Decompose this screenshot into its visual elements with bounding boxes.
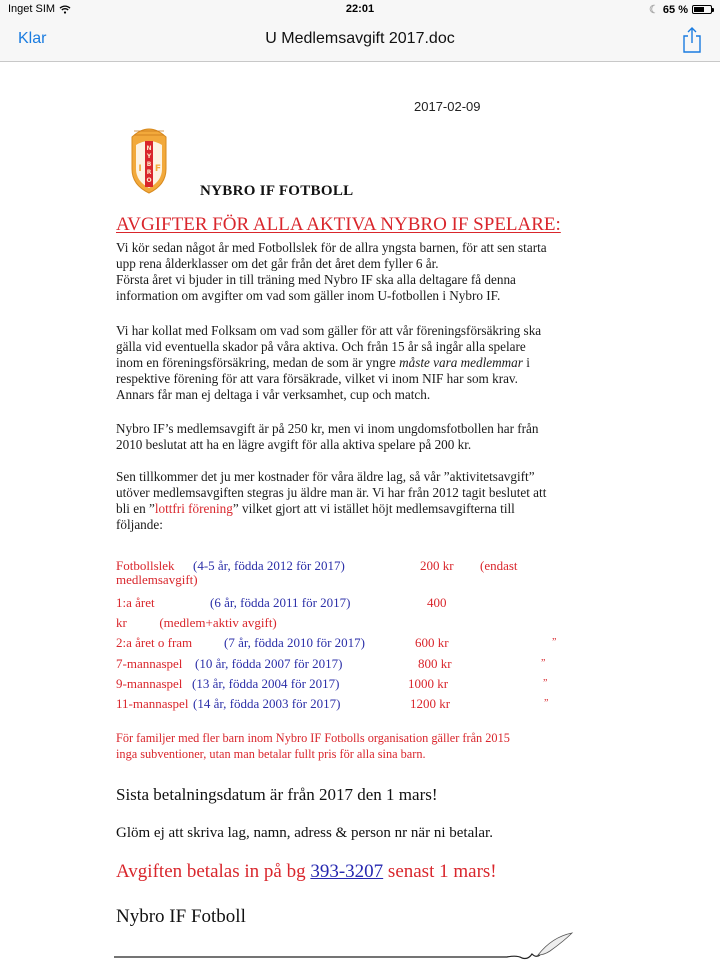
club-name: NYBRO IF FOTBOLL xyxy=(200,183,354,199)
text-line: följande: xyxy=(116,517,163,532)
text-line: upp rena ålderklasser om det går från det året dem fyller 6 år. xyxy=(116,256,439,271)
document-date: 2017-02-09 xyxy=(414,99,481,114)
text-line: 2010 beslutat att ha en lägre avgift för alla aktiva spelare på 200 kr. xyxy=(116,437,472,452)
do-not-disturb-moon-icon: ☾ xyxy=(649,4,659,16)
quill-pen-divider-icon xyxy=(112,931,582,960)
fee-group: 9-mannaspel xyxy=(116,676,183,691)
fee-price: 600 kr xyxy=(415,635,449,650)
svg-text:Y: Y xyxy=(146,153,152,160)
payment-deadline: Sista betalningsdatum är från 2017 den 1 mars! xyxy=(116,785,438,804)
ditto-mark: ” xyxy=(541,658,546,669)
fee-detail: (14 år, födda 2003 för 2017) xyxy=(193,696,341,711)
fee-group: Fotbollslek xyxy=(116,558,175,573)
fee-group: 11-mannaspel xyxy=(116,696,189,711)
bankgiro-link[interactable]: 393-3207 xyxy=(310,861,384,882)
fee-group: 2:a året o fram xyxy=(116,635,193,650)
navigation-bar xyxy=(0,20,720,62)
text-line xyxy=(116,355,541,371)
ditto-mark: ” xyxy=(544,698,549,709)
fees-heading: AVGIFTER FÖR ALLA AKTIVA NYBRO IF SPELARE: xyxy=(116,214,561,235)
fee-price: 800 kr xyxy=(418,656,452,671)
text-line: information om avgifter om vad som gäller inom U-fotbollen i Nybro IF. xyxy=(116,288,501,303)
payment-reminder: Glöm ej att skriva lag, namn, adress & person nr när ni betalar. xyxy=(116,825,493,841)
nybro-if-logo xyxy=(130,123,168,195)
done-button[interactable]: Klar xyxy=(18,30,47,47)
text-span: bli en ” xyxy=(116,501,155,516)
text-line: Vi kör sedan något år med Fotbollslek för de allra yngsta barnen, för att sen starta xyxy=(116,240,547,255)
fee-note-wrap: medlemsavgift) xyxy=(116,572,198,587)
ditto-mark: ” xyxy=(552,637,557,648)
text-line xyxy=(116,501,546,517)
clock: 22:01 xyxy=(345,3,375,15)
battery-icon xyxy=(692,5,712,14)
fee-group: 7-mannaspel xyxy=(116,656,183,671)
carrier-label: Inget SIM xyxy=(8,3,56,15)
payment-instructions xyxy=(116,861,497,883)
fee-detail: (7 år, födda 2010 för 2017) xyxy=(224,635,365,650)
activity-fee-paragraph xyxy=(116,469,546,533)
insurance-paragraph xyxy=(116,323,541,403)
text-line: Första året vi bjuder in till träning med Nybro IF ska alla deltagare få denna xyxy=(116,272,516,287)
text-span: senast 1 mars! xyxy=(383,861,497,882)
text-line: respektive förening för att vara försäkrade, vilket vi inom NIF har som krav. xyxy=(116,371,518,386)
text-line: Vi har kollat med Folksam om vad som gäller för att vår föreningsförsäkring ska xyxy=(116,323,542,338)
fee-price: 200 kr xyxy=(420,558,454,573)
membership-paragraph xyxy=(116,421,539,453)
text-span: i xyxy=(522,355,530,370)
fee-price: 1000 kr xyxy=(408,676,449,691)
text-span: inom en föreningsförsäkring, medan de som är yngre xyxy=(116,355,400,370)
svg-text:O: O xyxy=(146,177,152,184)
fee-note: (endast xyxy=(480,558,518,573)
lottfri-highlight: lottfri förening xyxy=(154,501,233,516)
svg-text:N: N xyxy=(146,145,152,152)
document-view[interactable] xyxy=(0,63,720,960)
text-line: inga subventioner, utan man betalar fullt pris för alla sina barn. xyxy=(116,746,426,761)
svg-text:R: R xyxy=(146,169,152,176)
text-span: Avgiften betalas in på bg xyxy=(116,861,311,882)
fee-price: 400 xyxy=(427,595,447,610)
emphasis-text: måste vara medlemmar xyxy=(399,355,523,370)
battery-percent: 65 % xyxy=(662,3,688,16)
signature: Nybro IF Fotboll xyxy=(116,906,246,927)
text-line: gälla vid eventuella skador på våra aktiva. Och från 15 år så ingår alla spelare xyxy=(116,339,526,354)
status-bar xyxy=(0,0,720,20)
fee-detail: (6 år, födda 2011 för 2017) xyxy=(210,595,351,610)
document-title: U Medlemsavgift 2017.doc xyxy=(265,30,455,47)
family-note xyxy=(116,731,510,762)
intro-paragraph xyxy=(116,240,547,304)
text-line: Nybro IF’s medlemsavgift är på 250 kr, men vi inom ungdomsfotbollen har från xyxy=(116,421,539,436)
text-line: utöver medlemsavgiften stegras ju äldre man är. Vi har från 2012 tagit beslutet att xyxy=(116,485,547,500)
fee-price: 1200 kr xyxy=(410,696,451,711)
svg-text:F: F xyxy=(154,164,162,174)
fee-detail: (4-5 år, födda 2012 för 2017) xyxy=(193,558,345,573)
fee-detail: (10 år, födda 2007 för 2017) xyxy=(195,656,343,671)
fee-note-wrap: kr (medlem+aktiv avgift) xyxy=(116,615,277,630)
text-line: Sen tillkommer det ju mer kostnader för våra äldre lag, så vår ”aktivitetsavgift” xyxy=(116,469,535,484)
text-span: ” vilket gjort att vi istället höjt medlemsavgifterna till xyxy=(232,501,515,516)
ditto-mark: ” xyxy=(543,678,548,689)
fee-detail: (13 år, födda 2004 för 2017) xyxy=(192,676,340,691)
share-icon[interactable] xyxy=(680,26,704,54)
svg-text:B: B xyxy=(146,161,152,168)
fee-group: 1:a året xyxy=(116,595,155,610)
text-line: För familjer med fler barn inom Nybro IF Fotbolls organisation gäller från 2015 xyxy=(116,731,510,745)
svg-text:I: I xyxy=(138,164,142,174)
text-line: Annars får man ej deltaga i vår verksamhet, cup och match. xyxy=(116,387,431,402)
